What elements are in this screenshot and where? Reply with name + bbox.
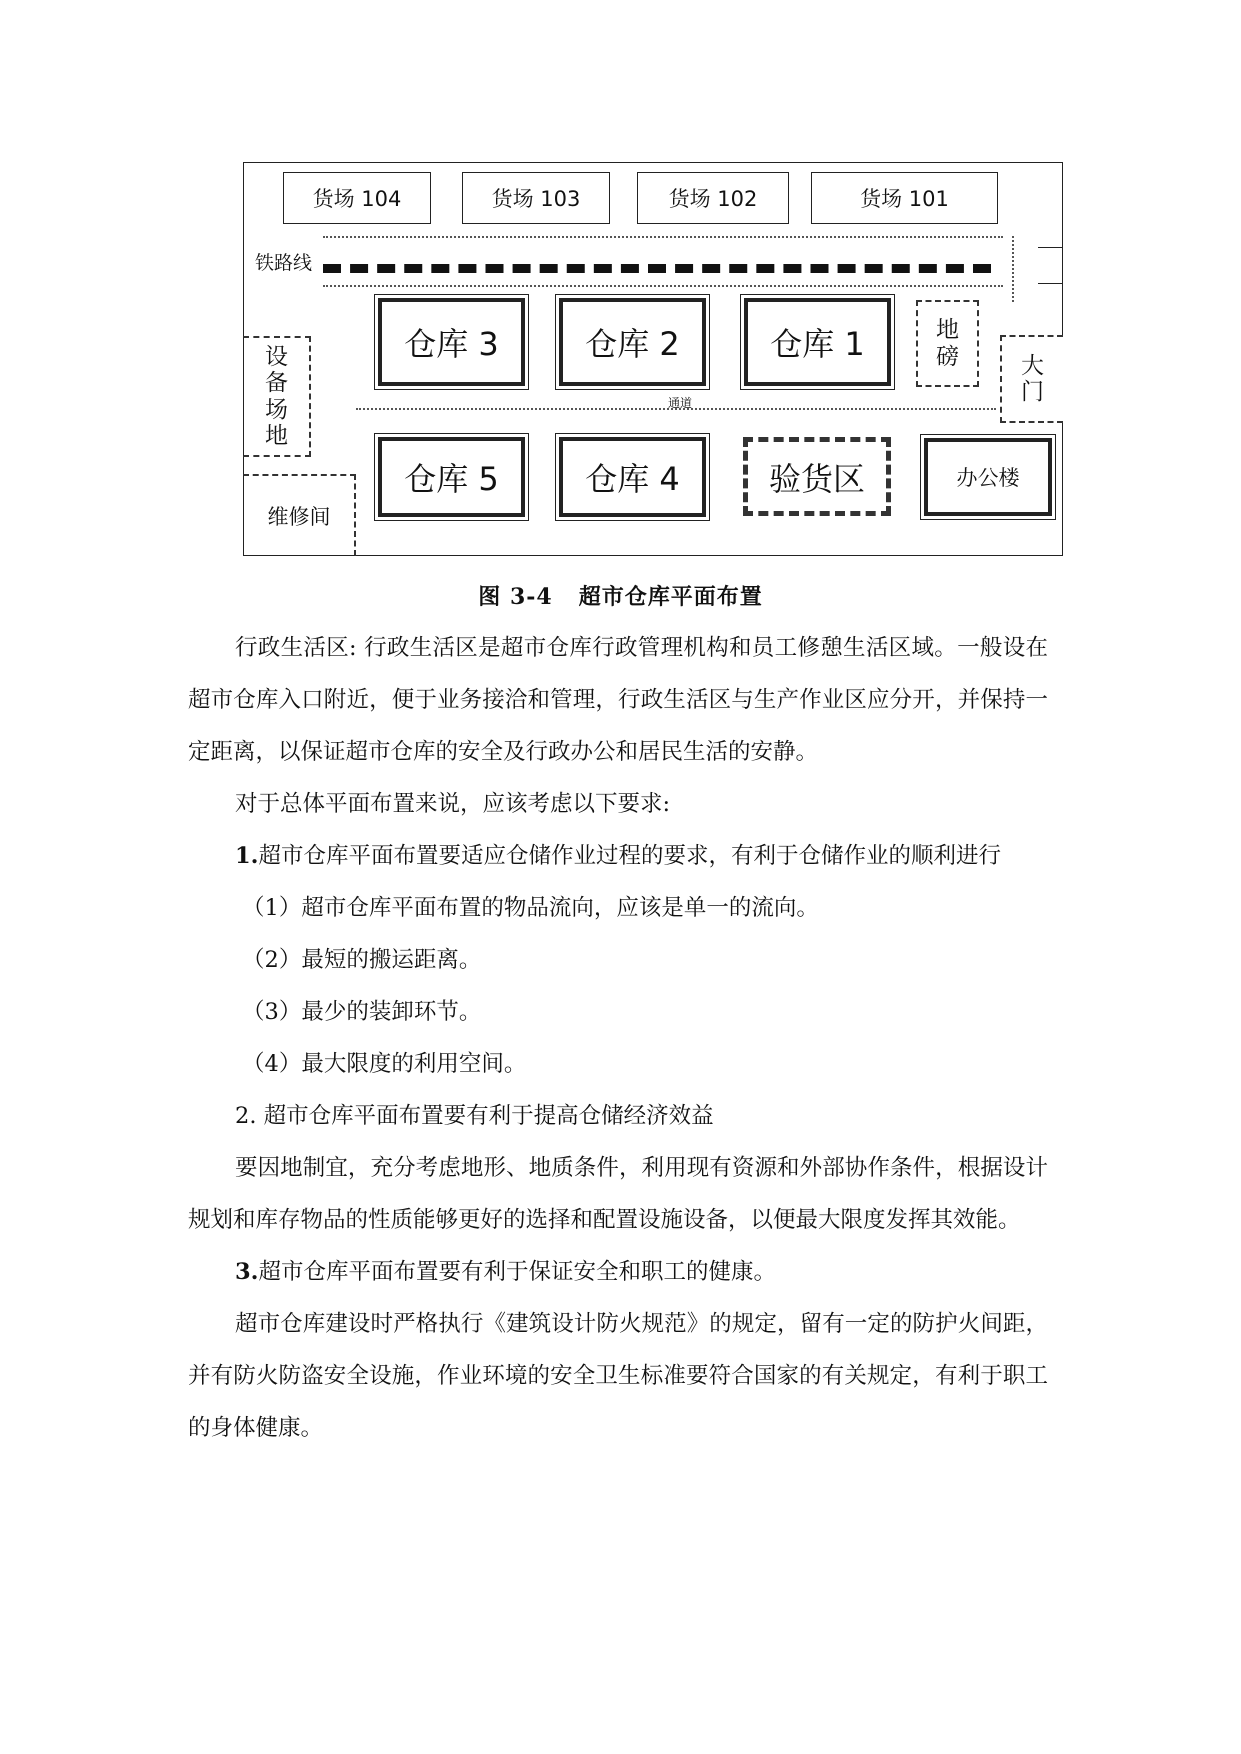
main-gate xyxy=(1000,335,1063,423)
gate-fence-lower xyxy=(1038,283,1063,284)
inspection-area: 验货区 xyxy=(743,437,891,516)
paragraph-admin-area: 行政生活区: 行政生活区是超市仓库行政管理机构和员工修憩生活区域。一般设在超市仓库入口附近，便于业务接洽和管理，行政生活区与生产作业区应分开，并保持一定距离，以保证超市仓库的安全及行政办公和居民生活的安静。 xyxy=(188,635,1048,765)
railway-track xyxy=(323,264,991,273)
gate-char-1: 大 xyxy=(1021,352,1044,379)
heading-1-text: 超市仓库平面布置要适应仓储作业过程的要求，有利于仓储作业的顺利进行 xyxy=(258,843,1002,869)
equipment-yard xyxy=(243,336,311,457)
figure-title: 超市仓库平面布置 xyxy=(578,584,763,610)
list-item: （4）最大限度的利用空间。 xyxy=(242,1051,527,1077)
body-text xyxy=(188,622,1048,1454)
heading-2: 2. 超市仓库平面布置要有利于提高仓储经济效益 xyxy=(235,1103,714,1129)
yard-103: 货场 103 xyxy=(462,172,610,224)
yard-104: 货场 104 xyxy=(283,172,431,224)
heading-3-number: 3. xyxy=(235,1259,259,1285)
list-item: （1）超市仓库平面布置的物品流向，应该是单一的流向。 xyxy=(242,895,819,921)
equipment-char-2: 备 xyxy=(265,370,288,397)
list-item: （3）最少的装卸环节。 xyxy=(242,999,482,1025)
heading-3-text: 超市仓库平面布置要有利于保证安全和职工的健康。 xyxy=(258,1259,777,1285)
railway-lower-line xyxy=(323,285,1003,287)
warehouse-5: 仓库 5 xyxy=(378,437,525,517)
warehouse-1: 仓库 1 xyxy=(744,298,891,386)
paragraph-safety: 超市仓库建设时严格执行《建筑设计防火规范》的规定，留有一定的防护火间距，并有防火防盗安全设施，作业环境的安全卫生标准要符合国家的有关规定，有利于职工的身体健康。 xyxy=(188,1311,1048,1441)
warehouse-3: 仓库 3 xyxy=(378,298,525,386)
heading-1-number: 1. xyxy=(235,843,259,869)
repair-room: 维修间 xyxy=(243,474,356,556)
list-item: （2）最短的搬运距离。 xyxy=(242,947,482,973)
yard-102: 货场 102 xyxy=(637,172,789,224)
weighbridge xyxy=(916,300,979,387)
equipment-char-3: 场 xyxy=(265,396,288,423)
yard-101: 货场 101 xyxy=(811,172,998,224)
gate-char-2: 门 xyxy=(1021,379,1044,405)
aisle-label: 通道 xyxy=(668,396,693,410)
railway-spur xyxy=(1012,236,1014,302)
office-building: 办公楼 xyxy=(924,438,1052,516)
railway-label: 铁路线 xyxy=(255,252,313,274)
heading-1 xyxy=(188,830,1048,882)
railway-upper-line xyxy=(323,236,1003,238)
equipment-char-4: 地 xyxy=(265,422,288,449)
weighbridge-char-2: 磅 xyxy=(936,343,959,370)
figure-caption xyxy=(0,580,1241,611)
gate-fence-upper xyxy=(1038,247,1063,248)
equipment-char-1: 设 xyxy=(265,343,288,370)
weighbridge-char-1: 地 xyxy=(936,317,959,344)
heading-3 xyxy=(188,1246,1048,1298)
paragraph-requirements-intro: 对于总体平面布置来说，应该考虑以下要求: xyxy=(235,791,671,817)
warehouse-4: 仓库 4 xyxy=(559,437,706,517)
warehouse-2: 仓库 2 xyxy=(559,298,706,386)
figure-number: 图 3-4 xyxy=(478,584,553,610)
paragraph-economic: 要因地制宜，充分考虑地形、地质条件，利用现有资源和外部协作条件，根据设计规划和库存物品的性质能够更好的选择和配置设施设备，以便最大限度发挥其效能。 xyxy=(188,1155,1048,1233)
